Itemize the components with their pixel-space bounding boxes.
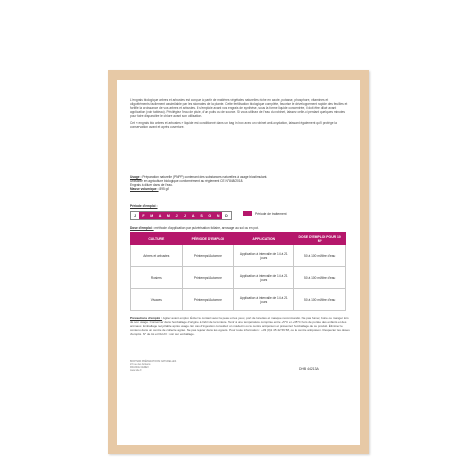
mass-label: Masse volumique : [130, 187, 159, 192]
dose-text: méthode d'application par pulvérisation foliaire, arrosage au sol ou en pot. [154, 226, 259, 230]
month-cell: J [131, 212, 139, 219]
header-application: APPLICATION [234, 233, 294, 245]
month-cell: J [181, 212, 189, 219]
dose-label: Dose d'emploi : [130, 226, 154, 230]
company-address [130, 360, 190, 372]
intro-paragraph-1: L'engrais biologique arbres et arbustes est conçue à partir de matières végétales naturelles riche en azote, potasse, phosphore, vitamines et oligoéléments facilement assimilable par les stomates de la plante. Cette fertilisation biologique complète, favorise le développement rapide des feuilles et fortifie la croissance de vos arbres et arbustes. Il s'emploie avant vos engrais de synthèse, sous la forme liquide concentrée, il doit être dilué avant application (voir tableau). Privilégiez l'eau de pluie, d'un puits ou de source. Si vous utilisez de l'eau du robinet, laissez celle-ci perdant quelques minutes pour faire disparaître le chlore avant son utilisation. [130, 98, 348, 119]
month-cell: J [172, 212, 180, 219]
cell-application: Application à intervalle de 14 à 21 jours [234, 267, 294, 289]
month-cell: A [189, 212, 197, 219]
legend-label: Période de traitement [255, 211, 287, 216]
month-cell: A [156, 212, 164, 219]
dose-table [130, 232, 346, 311]
table-row [131, 245, 346, 267]
precautions [130, 317, 350, 337]
dose-line [130, 226, 350, 230]
address-line: www.site.fr [130, 369, 142, 372]
usage-block [130, 175, 348, 191]
months-calendar [130, 211, 232, 220]
cell-dose: 50 à 100 ml/litre d'eau [294, 289, 346, 311]
cell-dose: 50 à 100 ml/litre d'eau [294, 267, 346, 289]
table-row [131, 289, 346, 311]
legend [243, 211, 287, 216]
header-dose: DOSE D'EMPLOI POUR 10 M² [294, 233, 346, 245]
cell-application: Application à intervalle de 14 à 21 jours [234, 289, 294, 311]
month-cell: M [164, 212, 172, 219]
mass-line [130, 187, 348, 191]
month-cell: S [197, 212, 205, 219]
intro-paragraph-2: Cet « engrais bio arbres et arbustes » liquide est conditionné dans un bag in box avec un robinet anti-oxydation, laissant également qu'il protège la conservation avant et après ouverture. [130, 120, 337, 130]
cell-culture: Vivaces [131, 289, 183, 311]
product-reference: DHB 44213A [299, 367, 319, 371]
month-cell: O [206, 212, 214, 219]
month-cell: D [222, 212, 230, 219]
mass-value: 895 g/l [159, 187, 169, 192]
periods-title: Période d'emploi : [130, 204, 158, 208]
month-cell: N [214, 212, 222, 219]
usage-label: Usage : [130, 175, 142, 179]
cell-period: Printemps/Automne [182, 245, 234, 267]
cell-culture: Rosiers [131, 267, 183, 289]
cell-period: Printemps/Automne [182, 289, 234, 311]
month-cell: M [148, 212, 156, 219]
usage-text: Préparation naturelle (PNPP) contenant des substances naturelles à usage biostimulant. [142, 175, 268, 179]
usage-line-2: Utilisable en agriculture biologique conformément au règlement CE N°848/2018. [130, 179, 244, 184]
product-sheet [117, 80, 360, 445]
dose-table-header [131, 233, 346, 245]
intro-text [130, 98, 348, 132]
address-line: FRANCE CEDEX [130, 366, 149, 369]
table-row [131, 267, 346, 289]
wooden-frame [108, 70, 369, 454]
precautions-text: Agiter avant emploi. Éviter le contact avec la peau et les yeux, port de lunettes et masque recommandé. Ne pas fumer, boire ou manger lors de son usage. Conserver dans l'emballage d'origine à l'abri de la lumière. Tenir à une température comprise entre +5°C et +35°C hors de portée des enfants et des animaux. Emballage recyclable après usage. En cas d'ingestion consultez un médecin ou le centre antipoison et présentez l'emballage de ce produit. Éliminer le contenu dans un centre de collecte agréé. Ne pas rejeter dans les égouts. Pour toute information : +33 (0)1 45 42 59 58, ou le centre antipoison. Respecter les doses d'emploi. N° de lot et DLUO : voir sur emballage. [130, 316, 350, 336]
cell-culture: Arbres et arbustes [131, 245, 183, 267]
header-period: PÉRIODE D'EMPLOI [182, 233, 234, 245]
header-culture: CULTURE [131, 233, 183, 245]
cell-period: Printemps/Automne [182, 267, 234, 289]
address-line: 23 rue des Artisans [130, 363, 151, 366]
address-line: BIOPHAM PRÉPARATIONS NATURELLES [130, 360, 177, 363]
precautions-label: Précautions d'emploi : [130, 316, 163, 320]
legend-swatch [243, 211, 252, 216]
cell-application: Application à intervalle de 14 à 21 jours [234, 245, 294, 267]
usage-line-3: Engrais à diluer dans de l'eau. [130, 183, 173, 188]
month-cell: F [139, 212, 147, 219]
cell-dose: 50 à 100 ml/litre d'eau [294, 245, 346, 267]
